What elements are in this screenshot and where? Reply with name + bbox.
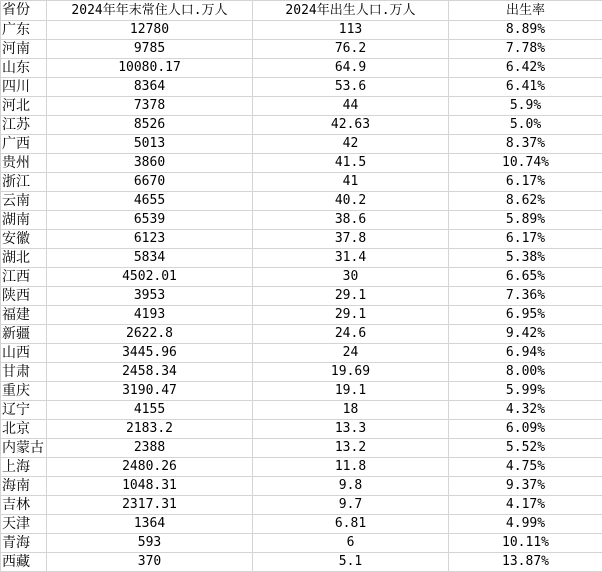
birth-rate-cell[interactable]: 8.89%	[449, 21, 602, 40]
table-row	[1, 344, 602, 363]
births-cell[interactable]: 6.81	[253, 515, 449, 534]
header-birth-rate[interactable]: 出生率	[449, 1, 602, 21]
births-cell[interactable]: 42.63	[253, 116, 449, 135]
birth-rate-cell[interactable]: 5.89%	[449, 211, 602, 230]
birth-rate-cell[interactable]: 6.17%	[449, 173, 602, 192]
population-cell[interactable]: 2458.34	[47, 363, 253, 382]
births-cell[interactable]: 13.3	[253, 420, 449, 439]
table-row	[1, 553, 602, 572]
province-cell[interactable]: 青海	[1, 534, 47, 553]
birth-rate-cell[interactable]: 7.36%	[449, 287, 602, 306]
births-cell[interactable]: 76.2	[253, 40, 449, 59]
table-row	[1, 534, 602, 553]
birth-rate-cell[interactable]: 4.99%	[449, 515, 602, 534]
table-row	[1, 306, 602, 325]
births-cell[interactable]: 5.1	[253, 553, 449, 572]
population-cell[interactable]: 2183.2	[47, 420, 253, 439]
birth-rate-cell[interactable]: 7.78%	[449, 40, 602, 59]
births-cell[interactable]: 19.69	[253, 363, 449, 382]
birth-rate-cell[interactable]: 5.52%	[449, 439, 602, 458]
birth-rate-cell[interactable]: 6.94%	[449, 344, 602, 363]
table-row	[1, 496, 602, 515]
births-cell[interactable]: 113	[253, 21, 449, 40]
table-row	[1, 401, 602, 420]
province-cell[interactable]: 新疆	[1, 325, 47, 344]
births-cell[interactable]: 37.8	[253, 230, 449, 249]
births-cell[interactable]: 19.1	[253, 382, 449, 401]
table-row	[1, 420, 602, 439]
table-row	[1, 268, 602, 287]
table-row	[1, 458, 602, 477]
province-cell[interactable]: 湖南	[1, 211, 47, 230]
births-cell[interactable]: 40.2	[253, 192, 449, 211]
population-cell[interactable]: 3445.96	[47, 344, 253, 363]
births-cell[interactable]: 29.1	[253, 306, 449, 325]
province-cell[interactable]: 贵州	[1, 154, 47, 173]
province-cell[interactable]: 陕西	[1, 287, 47, 306]
population-cell[interactable]: 2622.8	[47, 325, 253, 344]
province-cell[interactable]: 山西	[1, 344, 47, 363]
province-cell[interactable]: 广西	[1, 135, 47, 154]
population-cell[interactable]: 3953	[47, 287, 253, 306]
table-row	[1, 211, 602, 230]
province-cell[interactable]: 安徽	[1, 230, 47, 249]
births-cell[interactable]: 18	[253, 401, 449, 420]
population-cell[interactable]: 8526	[47, 116, 253, 135]
province-cell[interactable]: 海南	[1, 477, 47, 496]
header-population[interactable]: 2024年年末常住人口.万人	[47, 1, 253, 21]
population-cell[interactable]: 2317.31	[47, 496, 253, 515]
births-cell[interactable]: 30	[253, 268, 449, 287]
table-row	[1, 439, 602, 458]
population-cell[interactable]: 5834	[47, 249, 253, 268]
table-row	[1, 154, 602, 173]
header-births[interactable]: 2024年出生人口.万人	[253, 1, 449, 21]
table-row	[1, 135, 602, 154]
province-cell[interactable]: 山东	[1, 59, 47, 78]
province-cell[interactable]: 福建	[1, 306, 47, 325]
births-cell[interactable]: 11.8	[253, 458, 449, 477]
birth-rate-cell[interactable]: 6.95%	[449, 306, 602, 325]
birth-rate-cell[interactable]: 6.65%	[449, 268, 602, 287]
province-cell[interactable]: 辽宁	[1, 401, 47, 420]
province-cell[interactable]: 四川	[1, 78, 47, 97]
births-cell[interactable]: 42	[253, 135, 449, 154]
population-cell[interactable]: 370	[47, 553, 253, 572]
birth-rate-cell[interactable]: 8.62%	[449, 192, 602, 211]
header-province[interactable]: 省份	[1, 1, 47, 21]
population-cell[interactable]: 593	[47, 534, 253, 553]
population-cell[interactable]: 10080.17	[47, 59, 253, 78]
births-cell[interactable]: 24	[253, 344, 449, 363]
table-row	[1, 97, 602, 116]
population-cell[interactable]: 2480.26	[47, 458, 253, 477]
birth-rate-cell[interactable]: 8.37%	[449, 135, 602, 154]
table-row	[1, 477, 602, 496]
births-cell[interactable]: 6	[253, 534, 449, 553]
population-cell[interactable]: 3860	[47, 154, 253, 173]
births-cell[interactable]: 9.8	[253, 477, 449, 496]
table-row	[1, 59, 602, 78]
births-cell[interactable]: 9.7	[253, 496, 449, 515]
birth-rate-cell[interactable]: 6.17%	[449, 230, 602, 249]
birth-rate-cell[interactable]: 9.37%	[449, 477, 602, 496]
table-row	[1, 287, 602, 306]
header-row	[1, 1, 602, 21]
population-cell[interactable]: 6670	[47, 173, 253, 192]
population-cell[interactable]: 3190.47	[47, 382, 253, 401]
births-cell[interactable]: 53.6	[253, 78, 449, 97]
province-cell[interactable]: 广东	[1, 21, 47, 40]
table-row	[1, 40, 602, 59]
population-cell[interactable]: 4502.01	[47, 268, 253, 287]
birth-rate-cell[interactable]: 13.87%	[449, 553, 602, 572]
births-cell[interactable]: 31.4	[253, 249, 449, 268]
birth-rate-cell[interactable]: 6.09%	[449, 420, 602, 439]
table-row	[1, 515, 602, 534]
birth-rate-cell[interactable]: 5.38%	[449, 249, 602, 268]
birth-rate-cell[interactable]: 10.74%	[449, 154, 602, 173]
birth-rate-cell[interactable]: 9.42%	[449, 325, 602, 344]
birth-rate-cell[interactable]: 5.99%	[449, 382, 602, 401]
birth-rate-cell[interactable]: 6.42%	[449, 59, 602, 78]
births-cell[interactable]: 41	[253, 173, 449, 192]
birth-rate-cell[interactable]: 10.11%	[449, 534, 602, 553]
population-cell[interactable]: 6539	[47, 211, 253, 230]
province-cell[interactable]: 上海	[1, 458, 47, 477]
population-cell[interactable]: 4155	[47, 401, 253, 420]
table-row	[1, 116, 602, 135]
population-cell[interactable]: 12780	[47, 21, 253, 40]
population-cell[interactable]: 2388	[47, 439, 253, 458]
province-cell[interactable]: 江苏	[1, 116, 47, 135]
population-cell[interactable]: 6123	[47, 230, 253, 249]
province-cell[interactable]: 云南	[1, 192, 47, 211]
province-cell[interactable]: 内蒙古	[1, 439, 47, 458]
births-cell[interactable]: 29.1	[253, 287, 449, 306]
population-cell[interactable]: 9785	[47, 40, 253, 59]
province-cell[interactable]: 河北	[1, 97, 47, 116]
table-row	[1, 363, 602, 382]
births-cell[interactable]: 44	[253, 97, 449, 116]
province-cell[interactable]: 天津	[1, 515, 47, 534]
birth-rate-cell[interactable]: 4.32%	[449, 401, 602, 420]
birth-rate-cell[interactable]: 4.75%	[449, 458, 602, 477]
table-row	[1, 173, 602, 192]
population-cell[interactable]: 8364	[47, 78, 253, 97]
table-row	[1, 21, 602, 40]
birth-rate-cell[interactable]: 5.0%	[449, 116, 602, 135]
population-cell[interactable]: 5013	[47, 135, 253, 154]
population-cell[interactable]: 1364	[47, 515, 253, 534]
births-cell[interactable]: 41.5	[253, 154, 449, 173]
birth-rate-cell[interactable]: 8.00%	[449, 363, 602, 382]
table-row	[1, 249, 602, 268]
births-cell[interactable]: 24.6	[253, 325, 449, 344]
births-cell[interactable]: 38.6	[253, 211, 449, 230]
births-cell[interactable]: 64.9	[253, 59, 449, 78]
population-cell[interactable]: 4655	[47, 192, 253, 211]
population-cell[interactable]: 4193	[47, 306, 253, 325]
table-row	[1, 382, 602, 401]
province-cell[interactable]: 江西	[1, 268, 47, 287]
population-cell[interactable]: 7378	[47, 97, 253, 116]
province-cell[interactable]: 湖北	[1, 249, 47, 268]
birth-rate-cell[interactable]: 4.17%	[449, 496, 602, 515]
province-cell[interactable]: 甘肃	[1, 363, 47, 382]
province-cell[interactable]: 吉林	[1, 496, 47, 515]
province-cell[interactable]: 西藏	[1, 553, 47, 572]
province-cell[interactable]: 北京	[1, 420, 47, 439]
province-cell[interactable]: 河南	[1, 40, 47, 59]
province-cell[interactable]: 重庆	[1, 382, 47, 401]
table-body	[1, 21, 602, 572]
population-cell[interactable]: 1048.31	[47, 477, 253, 496]
birth-rate-cell[interactable]: 5.9%	[449, 97, 602, 116]
province-cell[interactable]: 浙江	[1, 173, 47, 192]
birth-rate-cell[interactable]: 6.41%	[449, 78, 602, 97]
births-cell[interactable]: 13.2	[253, 439, 449, 458]
table-row	[1, 192, 602, 211]
table-row	[1, 78, 602, 97]
table-row	[1, 230, 602, 249]
table-row	[1, 325, 602, 344]
